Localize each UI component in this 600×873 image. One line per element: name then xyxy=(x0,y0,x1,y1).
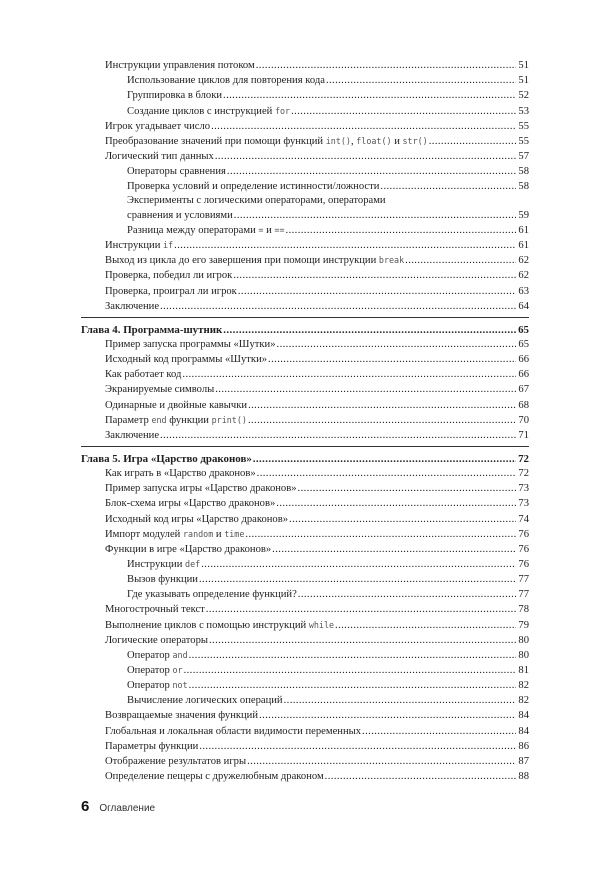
toc-entry[interactable] xyxy=(81,632,529,647)
toc-entry[interactable] xyxy=(81,495,529,510)
toc-entry-title xyxy=(105,635,208,647)
title-text: Инструкции управления потоком xyxy=(105,60,255,72)
toc-entry[interactable] xyxy=(81,571,529,586)
toc-entry[interactable] xyxy=(81,267,529,282)
code-term: str() xyxy=(402,135,428,146)
dot-leader xyxy=(325,771,516,783)
toc-page-number: 84 xyxy=(518,710,529,722)
toc-entry-title xyxy=(105,726,361,738)
toc-entry-title xyxy=(105,384,214,396)
dot-leader xyxy=(223,324,516,336)
dot-leader xyxy=(277,339,516,351)
title-text: Логические операторы xyxy=(105,634,208,646)
toc-entry-title xyxy=(105,60,255,72)
toc-page-number: 76 xyxy=(518,528,529,540)
dot-leader xyxy=(238,286,516,298)
dot-leader xyxy=(227,166,516,178)
toc-entry[interactable] xyxy=(81,465,529,480)
toc-entry-title xyxy=(105,483,297,495)
dot-leader xyxy=(189,650,516,662)
toc-entry-title xyxy=(127,75,325,87)
toc-entry-title xyxy=(127,166,226,178)
title-text: Пример запуска игры «Царство драконов» xyxy=(105,483,297,495)
toc-page-number: 76 xyxy=(518,559,529,570)
title-text: и xyxy=(391,135,403,147)
dot-leader xyxy=(259,710,516,722)
toc-entry[interactable] xyxy=(81,556,529,571)
dot-leader xyxy=(201,559,516,571)
dot-leader xyxy=(160,430,516,442)
toc-entry[interactable] xyxy=(81,412,529,427)
title-text: Глава 4. Программа-шутник xyxy=(81,323,223,336)
title-text: Оператор xyxy=(127,680,173,692)
dot-leader xyxy=(272,544,516,556)
toc-entry[interactable] xyxy=(81,707,529,722)
title-text: Глава 5. Игра «Царство драконов» xyxy=(81,453,252,466)
title-text: Оператор xyxy=(127,664,173,676)
dot-leader xyxy=(223,90,516,102)
dot-leader xyxy=(257,468,516,480)
toc-entry[interactable] xyxy=(81,133,529,148)
toc-entry[interactable] xyxy=(81,662,529,677)
title-text: и xyxy=(213,528,225,540)
toc-entry-title xyxy=(127,695,283,707)
toc-entry-title xyxy=(127,679,188,692)
toc-entry-title xyxy=(105,414,247,427)
toc-page-number: 66 xyxy=(518,354,529,366)
toc-entry-title xyxy=(105,301,159,313)
dot-leader xyxy=(380,181,516,193)
toc-page-number: 55 xyxy=(518,120,529,132)
dot-leader xyxy=(199,741,516,753)
toc-entry[interactable] xyxy=(81,541,529,556)
toc-page-number: 51 xyxy=(518,75,529,87)
toc-page-number: 78 xyxy=(518,604,529,616)
toc-entry[interactable] xyxy=(81,768,529,783)
code-term: float() xyxy=(356,135,392,146)
toc-page-number: 86 xyxy=(518,740,529,752)
toc-page-number: 68 xyxy=(518,399,529,411)
toc-page-number: 73 xyxy=(518,483,529,495)
code-term: = xyxy=(258,225,264,236)
page-number: 6 xyxy=(81,798,90,815)
toc-entry[interactable] xyxy=(81,87,529,102)
toc-entry-title xyxy=(127,224,285,237)
toc-entry[interactable] xyxy=(81,163,529,178)
code-term: def xyxy=(185,559,201,569)
title-text: Проверка условий и определение истинности/ложности xyxy=(127,181,380,193)
toc-page-number: 59 xyxy=(518,209,529,221)
title-text: Параметр xyxy=(105,414,152,426)
toc-chapter-entry[interactable] xyxy=(81,321,529,336)
toc-entry-title xyxy=(105,121,210,133)
toc-entry-title xyxy=(105,151,214,163)
toc-entry-title xyxy=(127,589,297,601)
dot-leader xyxy=(209,635,516,647)
toc-entry[interactable] xyxy=(81,586,529,601)
toc-page-number: 81 xyxy=(518,664,529,676)
code-term: break xyxy=(378,255,405,266)
toc-entry[interactable] xyxy=(81,148,529,163)
toc-entry[interactable] xyxy=(81,237,529,252)
dot-leader xyxy=(184,665,516,677)
code-term: print() xyxy=(211,414,247,425)
title-text: Как работает код xyxy=(105,369,182,381)
toc-page-number: 84 xyxy=(518,725,529,737)
toc-page-number: 57 xyxy=(518,150,529,162)
page-footer xyxy=(81,798,155,815)
title-text: Возвращаемые значения функций xyxy=(105,710,259,722)
toc-page-number: 87 xyxy=(518,755,529,767)
title-text: Блок-схема игры «Царство драконов» xyxy=(105,498,276,510)
dot-leader xyxy=(276,498,516,510)
dot-leader xyxy=(248,400,516,412)
dot-leader xyxy=(199,574,516,586)
dot-leader xyxy=(233,270,516,282)
toc-entry-title xyxy=(105,528,244,541)
title-text: Проверка, победил ли игрок xyxy=(105,270,233,282)
toc-page-number: 64 xyxy=(518,300,529,312)
toc-entry-title xyxy=(105,619,334,632)
toc-entry[interactable] xyxy=(81,692,529,707)
toc-page-number: 80 xyxy=(518,649,529,661)
toc-entry[interactable] xyxy=(81,336,529,351)
dot-leader xyxy=(284,695,516,707)
toc-entry[interactable] xyxy=(81,601,529,616)
dot-leader xyxy=(429,136,516,148)
toc-page-number: 51 xyxy=(518,60,529,72)
toc-entry-title xyxy=(127,90,222,102)
toc-entry-title xyxy=(81,324,222,336)
toc-page-number: 67 xyxy=(518,384,529,396)
toc-page-number: 82 xyxy=(518,695,529,707)
title-text: Как играть в «Царство драконов» xyxy=(105,468,256,480)
dot-leader xyxy=(245,529,516,541)
toc-entry[interactable] xyxy=(81,72,529,87)
title-text: Отображение результатов игры xyxy=(105,755,247,767)
toc-page-number: 65 xyxy=(518,339,529,351)
running-title: Оглавление xyxy=(99,803,156,814)
toc-entry-title xyxy=(105,468,256,480)
dot-leader xyxy=(248,415,516,427)
code-term: time xyxy=(224,528,245,539)
dot-leader xyxy=(326,75,516,87)
toc-entry[interactable] xyxy=(81,526,529,541)
title-text: Многострочный текст xyxy=(105,604,205,616)
dot-leader xyxy=(206,604,516,616)
code-term: for xyxy=(274,105,291,116)
title-text: Функции в игре «Царство драконов» xyxy=(105,543,272,555)
toc-entry-title xyxy=(105,339,276,351)
code-term: if xyxy=(163,240,174,251)
toc-entry-title xyxy=(105,514,288,526)
title-text: Где указывать определение функций? xyxy=(127,589,297,601)
dot-leader xyxy=(362,726,516,738)
title-text: Заключение xyxy=(105,429,160,441)
toc-entry-title xyxy=(127,210,233,222)
title-text: Преобразование значений при помощи функций xyxy=(105,135,326,147)
toc-entry-title xyxy=(105,286,237,298)
dot-leader xyxy=(247,756,516,768)
toc-page-number: 52 xyxy=(518,90,529,102)
toc-page-number: 58 xyxy=(518,166,529,178)
dot-leader xyxy=(286,225,516,237)
toc-entry-title xyxy=(105,498,275,510)
toc-page-number: 53 xyxy=(518,105,529,117)
toc-entry-title xyxy=(105,354,267,366)
toc-entry[interactable] xyxy=(81,722,529,737)
toc-entry-title xyxy=(127,181,379,193)
code-term: == xyxy=(274,225,285,236)
toc-entry[interactable] xyxy=(81,298,529,313)
dot-leader xyxy=(234,210,516,222)
title-text: , xyxy=(350,135,357,147)
toc-entry[interactable] xyxy=(81,351,529,366)
title-text: сравнения и условиями xyxy=(127,209,233,221)
toc-page-number: 79 xyxy=(518,619,529,631)
toc-page-number: 65 xyxy=(518,323,529,336)
toc-entry-title xyxy=(127,558,200,571)
toc-page-number: 80 xyxy=(518,634,529,646)
toc-entry[interactable] xyxy=(81,677,529,692)
toc-entry[interactable] xyxy=(81,616,529,631)
toc-entry-title xyxy=(127,105,290,118)
dot-leader xyxy=(405,255,516,267)
title-text: Вызов функции xyxy=(127,574,198,586)
title-text: Создание циклов с инструкцией xyxy=(127,105,275,117)
title-text: Импорт модулей xyxy=(105,528,183,540)
toc-entry-title xyxy=(105,135,428,148)
toc-page-number: 74 xyxy=(518,513,529,525)
toc-page-number: 71 xyxy=(518,429,529,441)
title-text: Инструкции xyxy=(105,240,164,252)
title-text: и xyxy=(263,225,275,237)
toc-page-number: 62 xyxy=(518,255,529,267)
toc-entry[interactable] xyxy=(81,282,529,297)
dot-leader xyxy=(268,354,516,366)
toc-entry-title xyxy=(105,270,232,282)
toc-page-number: 62 xyxy=(518,270,529,282)
toc-page-number: 58 xyxy=(518,181,529,193)
code-term: end xyxy=(151,414,167,425)
title-text: Пример запуска программы «Шутки» xyxy=(105,339,276,351)
chapter-divider xyxy=(81,317,529,318)
toc-page-number: 76 xyxy=(518,543,529,555)
toc-entry[interactable] xyxy=(81,178,529,193)
toc-entry-title xyxy=(127,195,386,207)
toc-entry-title xyxy=(105,254,404,267)
chapter-divider xyxy=(81,446,529,447)
title-text: Экранируемые символы xyxy=(105,384,215,396)
toc-entry-title xyxy=(127,574,198,586)
toc-entry[interactable] xyxy=(81,396,529,411)
toc-entry-title xyxy=(127,649,188,662)
table-of-contents xyxy=(81,57,529,783)
toc-entry-title xyxy=(105,771,324,783)
toc-page-number: 72 xyxy=(518,468,529,480)
title-text: функции xyxy=(166,414,212,426)
toc-entry[interactable] xyxy=(81,738,529,753)
title-text: Выход из цикла до его завершения при помощи инструкции xyxy=(105,255,379,267)
title-text: Логический тип данных xyxy=(105,150,214,162)
title-text: Использование циклов для повторения кода xyxy=(127,75,325,87)
toc-entry-title xyxy=(105,400,247,412)
title-text: Заключение xyxy=(105,300,160,312)
dot-leader xyxy=(298,483,516,495)
toc-entry[interactable] xyxy=(81,252,529,267)
title-text: Выполнение циклов с помощью инструкций xyxy=(105,619,309,631)
title-text: Вычисление логических операций xyxy=(127,695,283,707)
title-text: Исходный код программы «Шутки» xyxy=(105,354,268,366)
toc-entry-title xyxy=(81,453,252,465)
toc-entry-title xyxy=(127,664,183,677)
toc-page-number: 61 xyxy=(518,225,529,237)
dot-leader xyxy=(291,106,516,118)
title-text: Одинарные и двойные кавычки xyxy=(105,399,248,411)
title-text: Оператор xyxy=(127,649,173,661)
title-text: Группировка в блоки xyxy=(127,90,223,102)
title-text: Параметры функции xyxy=(105,740,199,752)
toc-entry[interactable] xyxy=(81,102,529,117)
toc-entry-title xyxy=(105,239,173,252)
toc-page-number: 70 xyxy=(518,414,529,426)
dot-leader xyxy=(160,301,516,313)
title-text: Инструкции xyxy=(127,559,186,570)
title-text: Эксперименты с логическими операторами, операторами xyxy=(127,194,386,206)
title-text: Проверка, проиграл ли игрок xyxy=(105,285,237,297)
toc-page-number: 72 xyxy=(518,453,529,466)
toc-entry-title xyxy=(105,369,181,381)
code-term: while xyxy=(308,619,335,630)
toc-page-number: 63 xyxy=(518,285,529,297)
toc-chapter-entry[interactable] xyxy=(81,450,529,465)
dot-leader xyxy=(335,620,516,632)
toc-entry[interactable] xyxy=(81,118,529,133)
toc-entry[interactable] xyxy=(81,427,529,442)
dot-leader xyxy=(174,240,516,252)
dot-leader xyxy=(289,514,516,526)
toc-page-number: 55 xyxy=(518,135,529,147)
code-term: random xyxy=(182,528,214,539)
title-text: Определение пещеры с дружелюбным драконом xyxy=(105,770,324,782)
dot-leader xyxy=(253,453,516,465)
toc-page-number: 61 xyxy=(518,240,529,252)
code-term: and xyxy=(172,649,188,660)
toc-entry[interactable] xyxy=(81,510,529,525)
dot-leader xyxy=(215,151,516,163)
title-text: Разница между операторами xyxy=(127,225,259,237)
dot-leader xyxy=(182,369,516,381)
toc-entry[interactable] xyxy=(81,366,529,381)
code-term: not xyxy=(172,680,188,691)
toc-entry-title xyxy=(105,430,159,442)
toc-entry-title xyxy=(105,756,246,768)
title-text: Игрок угадывает число xyxy=(105,120,211,132)
toc-page-number: 82 xyxy=(518,680,529,692)
toc-entry[interactable] xyxy=(81,207,529,222)
code-term: int() xyxy=(325,135,351,146)
toc-entry-title xyxy=(105,741,198,753)
dot-leader xyxy=(298,589,516,601)
code-term: or xyxy=(172,664,183,675)
toc-page-number: 88 xyxy=(518,770,529,782)
toc-page-number: 77 xyxy=(518,589,529,601)
toc-entry[interactable] xyxy=(81,222,529,237)
title-text: Операторы сравнения xyxy=(127,166,226,178)
dot-leader xyxy=(189,680,516,692)
toc-entry-title xyxy=(105,544,271,556)
toc-page-number: 77 xyxy=(518,574,529,586)
title-text: Исходный код игры «Царство драконов» xyxy=(105,513,289,525)
toc-page-number: 73 xyxy=(518,498,529,510)
toc-entry[interactable] xyxy=(81,647,529,662)
toc-entry[interactable] xyxy=(81,381,529,396)
toc-entry[interactable] xyxy=(81,480,529,495)
dot-leader xyxy=(215,384,516,396)
dot-leader xyxy=(211,121,516,133)
dot-leader xyxy=(256,60,516,72)
toc-entry[interactable] xyxy=(81,57,529,72)
toc-entry-title xyxy=(105,604,205,616)
toc-entry-title xyxy=(105,710,258,722)
toc-page-number: 66 xyxy=(518,369,529,381)
toc-entry[interactable] xyxy=(81,193,529,207)
title-text: Глобальная и локальная области видимости переменных xyxy=(105,725,362,737)
toc-entry[interactable] xyxy=(81,753,529,768)
